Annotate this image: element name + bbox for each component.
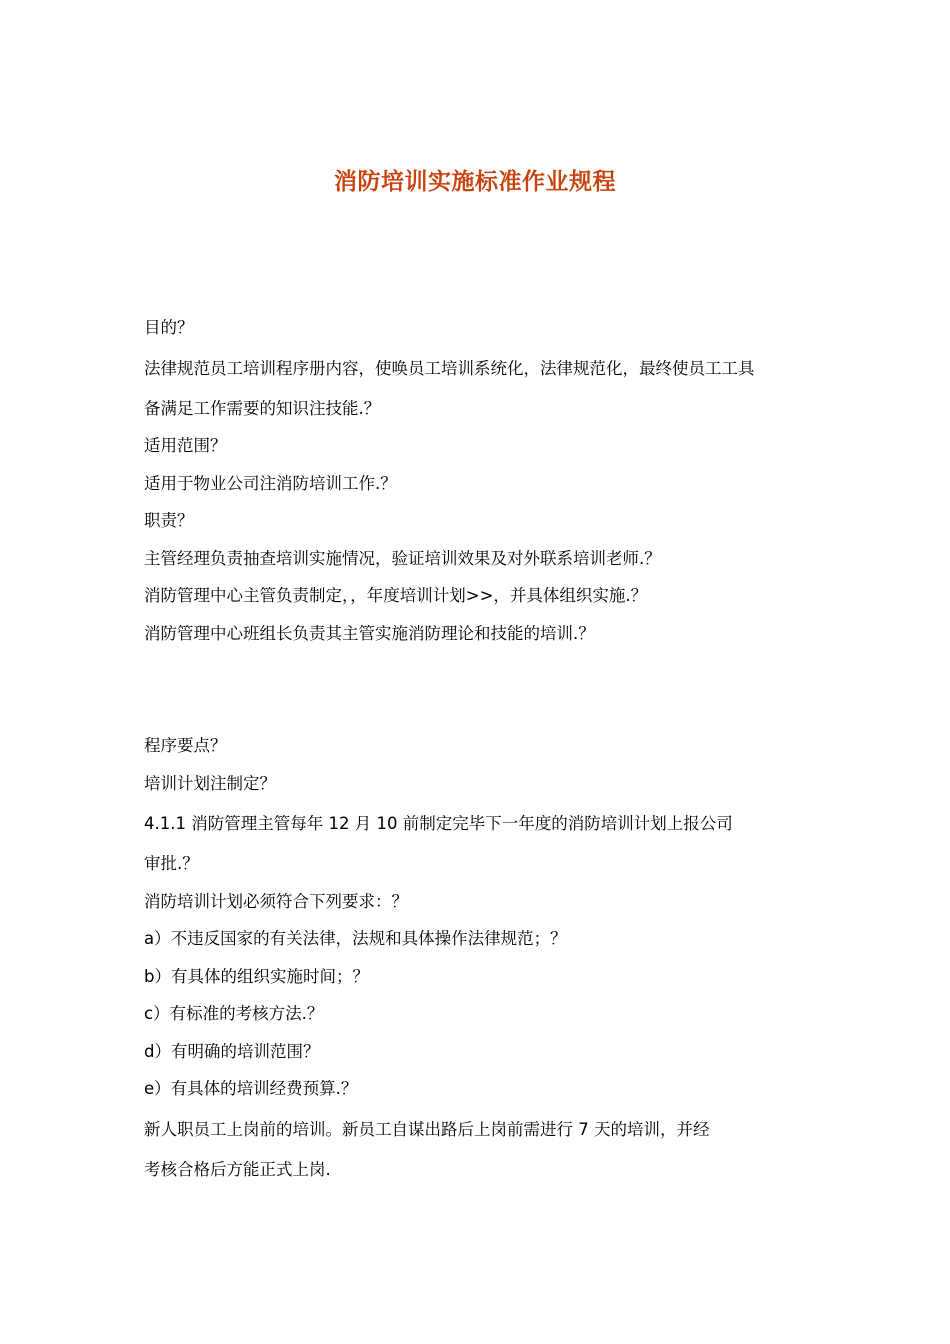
document-body	[144, 309, 824, 1188]
subsection-heading: 培训计划注制定？	[144, 773, 276, 793]
paragraph-line: 适用于物业公司注消防培训工作.？	[144, 473, 397, 493]
section-heading-duties: 职责？	[144, 511, 194, 530]
paragraph-line: 4.1.1 消防管理主管每年 12 月 10 前制定完毕下一年度的消防培训计划上报公司	[144, 814, 733, 833]
paragraph-line: 消防管理中心主管负责制定，，年度培训计划>>，并具体组织实施.？	[144, 586, 648, 605]
paragraph-line: 主管经理负责抽查培训实施情况，验证培训效果及对外联系培训老师.？	[144, 548, 661, 568]
list-item: c）有标准的考核方法.？	[144, 1004, 324, 1023]
list-item: a）不违反国家的有关法律，法规和具体操作法律规范；？	[144, 929, 567, 948]
paragraph-line: 消防培训计划必须符合下列要求：？	[144, 891, 408, 911]
section-heading-procedure: 程序要点？	[144, 736, 227, 755]
section-gap	[144, 652, 824, 727]
section-heading-scope: 适用范围？	[144, 436, 227, 455]
paragraph-line: 考核合格后方能正式上岗.	[144, 1159, 331, 1179]
paragraph-line: 新人职员工上岗前的培训。新员工自谋出路后上岗前需进行 7 天的培训，并经	[144, 1119, 710, 1139]
paragraph-line: 备满足工作需要的知识注技能.？	[144, 398, 381, 418]
list-item: b）有具体的组织实施时间；？	[144, 966, 369, 986]
paragraph-line: 法律规范员工培训程序册内容，使唤员工培训系统化，法律规范化，最终使员工工具	[144, 358, 755, 378]
paragraph-line: 消防管理中心班组长负责其主管实施消防理论和技能的培训.？	[144, 623, 595, 643]
list-item: e）有具体的培训经费预算.？	[144, 1079, 358, 1098]
paragraph-line: 审批.？	[144, 854, 199, 873]
section-heading-purpose: 目的？	[144, 318, 194, 337]
document-title: 消防培训实施标准作业规程	[334, 169, 616, 195]
list-item: d）有明确的培训范围？	[144, 1041, 320, 1061]
